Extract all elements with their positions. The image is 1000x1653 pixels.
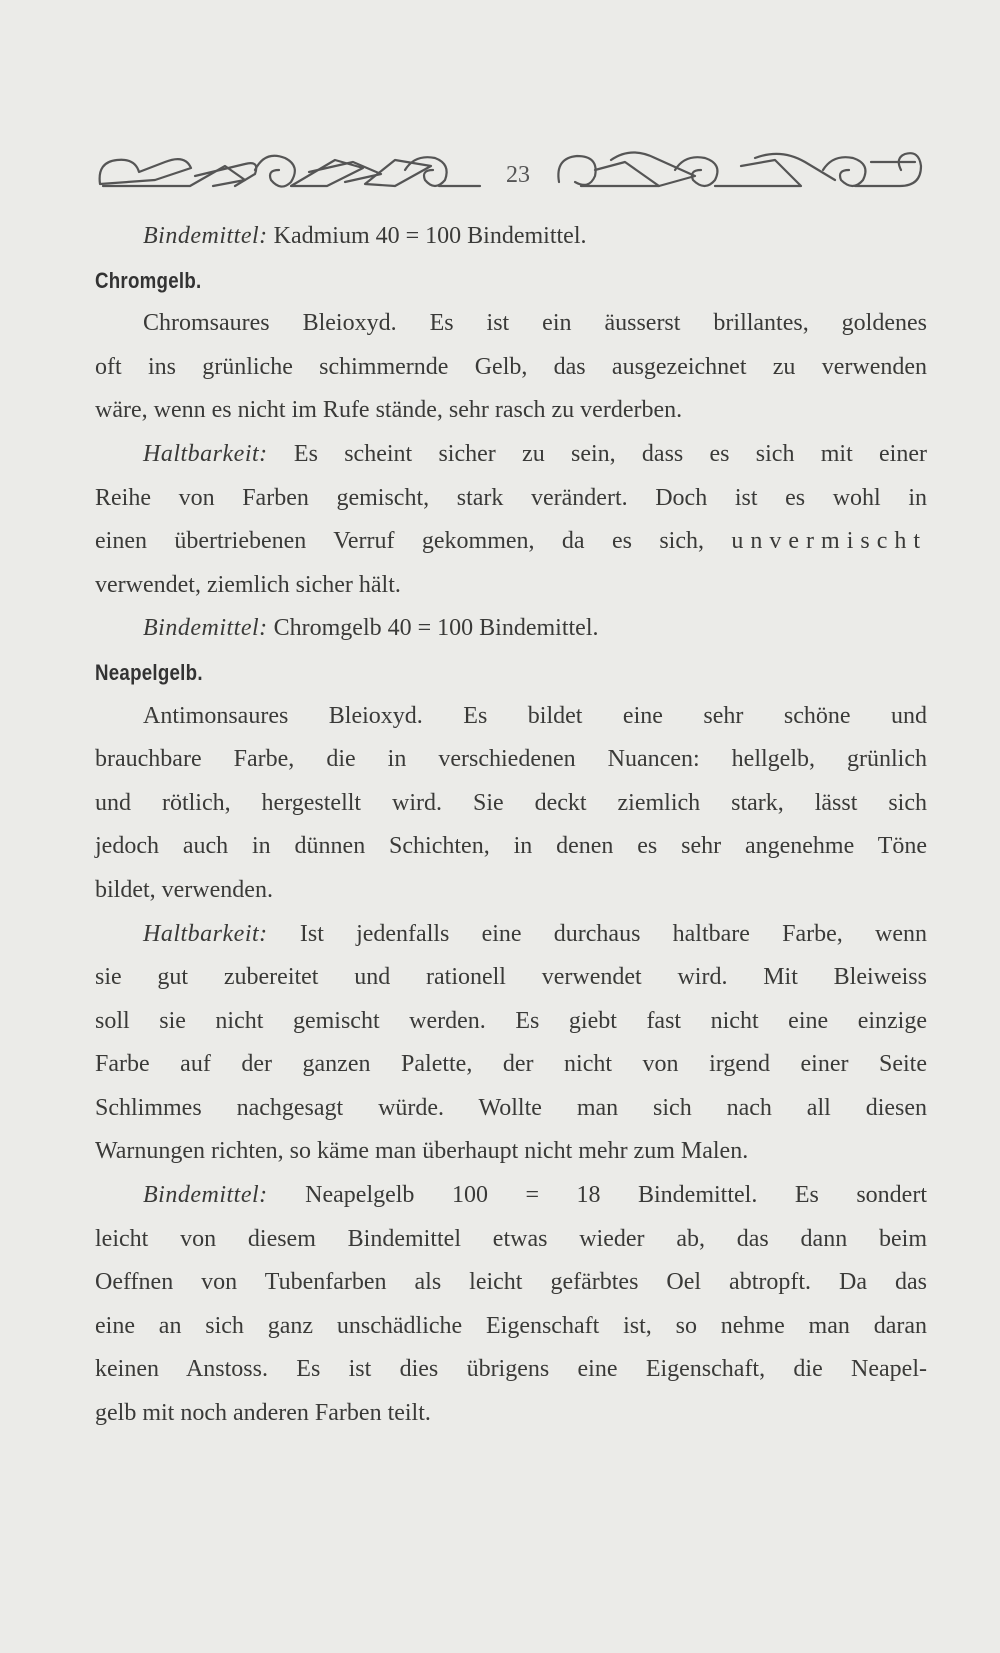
paragraph-chromgelb-intro (95, 302, 927, 433)
text-line: oft ins grünliche schimmernde Gelb, das ausgezeichnet zu verwenden (95, 353, 927, 380)
binder-paragraph-neapelgelb (95, 1174, 927, 1436)
binder-ratio-text: Kadmium 40 = 100 Bindemittel. (273, 223, 587, 249)
text-line: brauchbare Farbe, die in verschiedenen Nuancen: hellgelb, grünlich (95, 746, 927, 773)
text-line: keinen Anstoss. Es ist dies übrigens eine Eigenschaft, die Neapel- (95, 1356, 927, 1383)
section-heading-neapelgelb: Neapelgelb. (95, 659, 203, 685)
text-line (95, 433, 927, 477)
binder-label: Bindemittel: (143, 223, 268, 249)
text-line: Farbe auf der ganzen Palette, der nicht von irgend einer Seite (95, 1051, 927, 1078)
text-span: einen übertriebenen Verruf gekommen, da es sich, (95, 528, 704, 555)
binder-ratio-text: Chromgelb 40 = 100 Bindemittel. (273, 615, 599, 642)
text-line: Reihe von Farben gemischt, stark verändert. Doch ist es wohl in (95, 484, 927, 511)
text-line (95, 1174, 927, 1218)
text-line: soll sie nicht gemischt werden. Es giebt fast nicht eine einzige (95, 1007, 927, 1034)
text-line: gelb mit noch anderen Farben teilt. (95, 1400, 431, 1427)
text-line: verwendet, ziemlich sicher hält. (95, 571, 401, 598)
binder-label: Bindemittel: (143, 1182, 268, 1209)
text-line: eine an sich ganz unschädliche Eigenschaft ist, so nehme man daran (95, 1312, 927, 1339)
emphasis-spaced-word: unvermischt (731, 528, 928, 555)
text-line (95, 520, 927, 564)
text-line: jedoch auch in dünnen Schichten, in denen es sehr angenehme Töne (95, 833, 927, 860)
text-line: Oeffnen von Tubenfarben als leicht gefärbtes Oel abtropft. Da das (95, 1269, 927, 1296)
binder-paragraph-kadmium (95, 215, 927, 259)
text-line (95, 913, 927, 957)
page-header (95, 140, 925, 200)
right-ornament-icon (555, 140, 925, 200)
paragraph-neapelgelb-intro (95, 695, 927, 913)
paragraph-neapelgelb-durability (95, 913, 927, 1175)
text-span: Es scheint sicher zu sein, dass es sich mit einer (293, 440, 927, 467)
page-number: 23 (506, 162, 530, 188)
text-line: Antimonsaures Bleioxyd. Es bildet eine sehr schöne und (143, 702, 927, 729)
section-heading-chromgelb: Chromgelb. (95, 267, 202, 293)
text-line: wäre, wenn es nicht im Rufe stände, sehr rasch zu verderben. (95, 397, 683, 424)
durability-label: Haltbarkeit: (143, 440, 268, 467)
binder-label: Bindemittel: (143, 615, 268, 642)
paragraph-chromgelb-durability (95, 433, 927, 607)
text-line: sie gut zubereitet und rationell verwendet wird. Mit Bleiweiss (95, 964, 927, 991)
text-line: bildet, verwenden. (95, 876, 273, 903)
body-text (95, 215, 927, 1436)
text-line: Warnungen richten, so käme man überhaupt nicht mehr zum Malen. (95, 1138, 749, 1165)
binder-paragraph-chromgelb (95, 607, 927, 651)
text-line: Schlimmes nachgesagt würde. Wollte man sich nach all diesen (95, 1094, 927, 1121)
text-span: Neapelgelb 100 = 18 Bindemittel. Es sondert (305, 1182, 927, 1209)
text-line: Chromsaures Bleioxyd. Es ist ein äusserst brillantes, goldenes (143, 310, 927, 337)
left-ornament-icon (95, 140, 485, 200)
text-line: leicht von diesem Bindemittel etwas wieder ab, das dann beim (95, 1225, 927, 1252)
durability-label: Haltbarkeit: (143, 920, 268, 947)
text-line: und rötlich, hergestellt wird. Sie deckt ziemlich stark, lässt sich (95, 789, 927, 816)
text-span: Ist jedenfalls eine durchaus haltbare Farbe, wenn (299, 920, 927, 947)
